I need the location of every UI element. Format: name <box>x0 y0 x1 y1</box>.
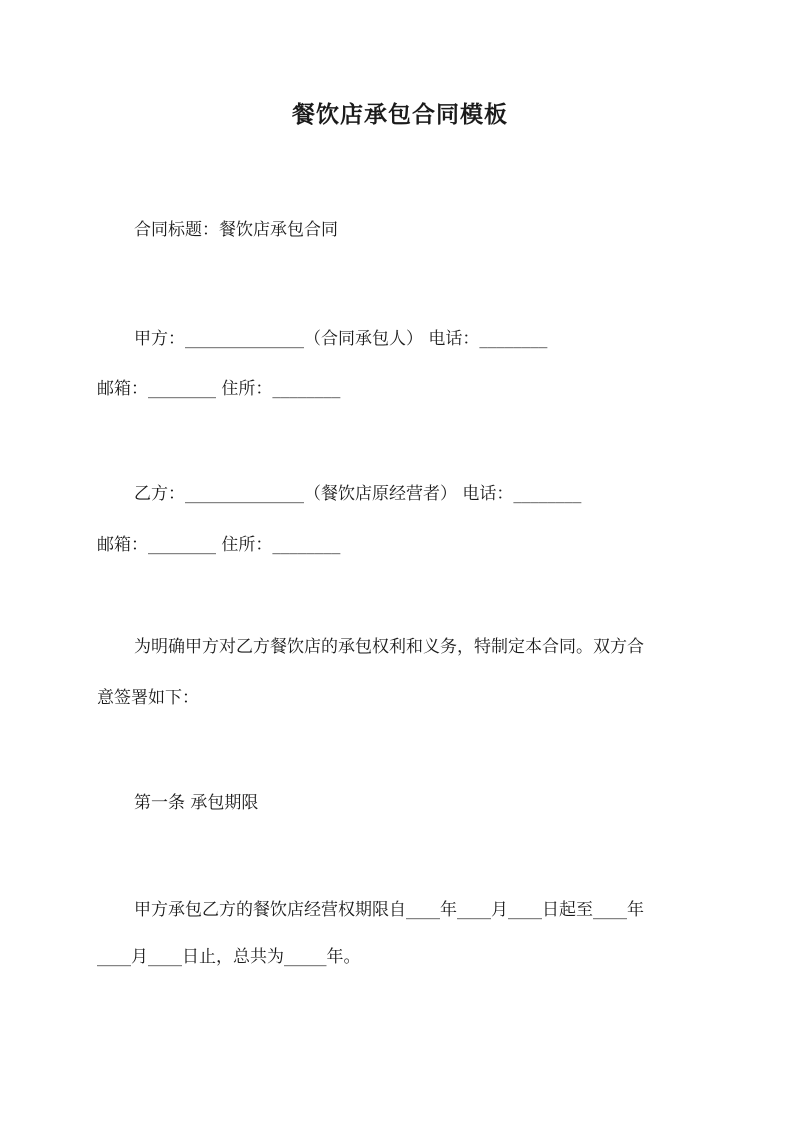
contract-title-line: 合同标题：餐饮店承包合同 <box>134 220 338 240</box>
party-b-contact-line: 邮箱：________ 住所：________ <box>97 535 341 555</box>
article-1-heading: 第一条 承包期限 <box>134 793 259 813</box>
intro-paragraph-line-1: 为明确甲方对乙方餐饮店的承包权利和义务，特制定本合同。双方合 <box>134 637 644 657</box>
document-title: 餐饮店承包合同模板 <box>292 101 508 128</box>
party-a-line: 甲方：______________（合同承包人） 电话：________ <box>134 329 548 349</box>
party-a-contact-line: 邮箱：________ 住所：________ <box>97 379 341 399</box>
article-1-line-1: 甲方承包乙方的餐饮店经营权期限自____年____月____日起至____年 <box>134 900 644 920</box>
party-b-line: 乙方：______________（餐饮店原经营者） 电话：________ <box>134 484 582 504</box>
intro-paragraph-line-2: 意签署如下： <box>97 688 199 708</box>
article-1-line-2: ____月____日止，总共为_____年。 <box>97 947 361 967</box>
